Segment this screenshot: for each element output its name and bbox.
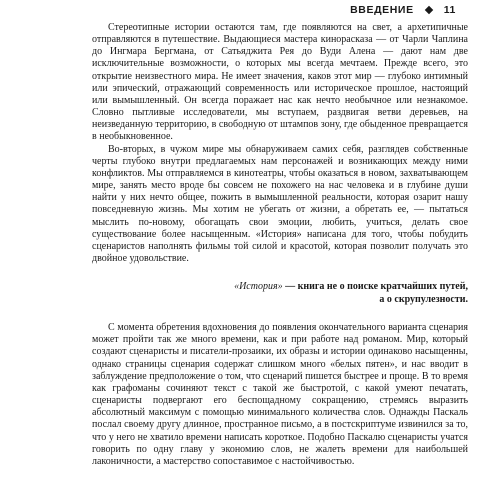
pull-quote-source: «История» [234, 281, 283, 293]
running-header [350, 4, 456, 16]
pull-quote-line: а о скрупулезности. [379, 293, 468, 305]
pull-quote [92, 281, 468, 306]
page-number: 11 [443, 4, 456, 16]
pull-quote-line [92, 281, 468, 294]
diamond-icon [424, 6, 432, 14]
paragraph: Во-вторых, в чужом мире мы обнаруживаем самих себя, разглядев собственные черты глубоко внутри предлагаемых нам персонажей и возникающих между ними конфликтов. Мы отправляемся в кинотеатры, чтобы оказаться в новом, захватывающем мире, занять место вроде бы совсем не похожего на нас человека и в глубине души найти у них нечто общее, пожить в вымышленной реальности, которая озарит нашу повседневную жизнь. Мы хотим не убегать от жизни, а обретать ее, — пытаться мыслить по-новому, обогащать свои эмоции, любить, учиться, делать свое существование более насыщенным. «История» написана для того, чтобы побудить сценаристов наполнять фильмы той силой и красотой, которая позволит получать это двойное удовольствие. [92, 143, 468, 264]
page-body [92, 22, 468, 468]
paragraph: Стереотипные истории остаются там, где появляются на свет, а архетипичные отправляются в путешествие. Выдающиеся мастера кинорасказа — от Чарли Чаплина до Ингмара Бергмана, от Сатьяджита Рея до Вуди Алена — дают нам две исключительные возможности, о которых мы всегда мечтаем. Прежде всего, это открытие неизвестного мира. Не имеет значения, каков этот мир — глубоко интимный или эпический, отражающий современность или историческое прошлое, настоящий или вымышленный. Он всегда поражает нас как нечто необычное или незнакомое. Словно пытливые исследователи, мы вступаем, раздвигая ветви деревьев, на неизведанную территорию, в свободную от штампов зону, где обыденное превращается в необыкновенное. [92, 22, 468, 143]
pull-quote-text: — книга не о поиске кратчайших путей, [282, 281, 468, 293]
section-title: ВВЕДЕНИЕ [350, 4, 414, 16]
paragraph: С момента обретения вдохновения до появления окончательного варианта сценария может пройти так же много времени, как и при работе над романом. Мир, который создают сценаристы и писатели-прозаики, их образы и истории одинаково насыщенны, однако страницы сценария содержат слишком много «белых пятен», и нас вводит в заблуждение предположение о том, что сценарий пишется быстрее и проще. В то время как графоманы сочиняют текст с такой же быстротой, с какой умеют печатать, сценаристы подвергают его беспощадному сокращению, стремясь выразить абсолютный максимум с помощью минимального количества слов. Однажды Паскаль послал своему другу длинное, пространное письмо, а в постскриптуме извинился за то, что у него не хватило времени написать короткое. Подобно Паскалю сценаристы учатся говорить по одну главу у экономию слов, не жалеть времени для наибольшей лаконичности, а мастерство сопоставимое с настойчивостью. [92, 322, 468, 467]
